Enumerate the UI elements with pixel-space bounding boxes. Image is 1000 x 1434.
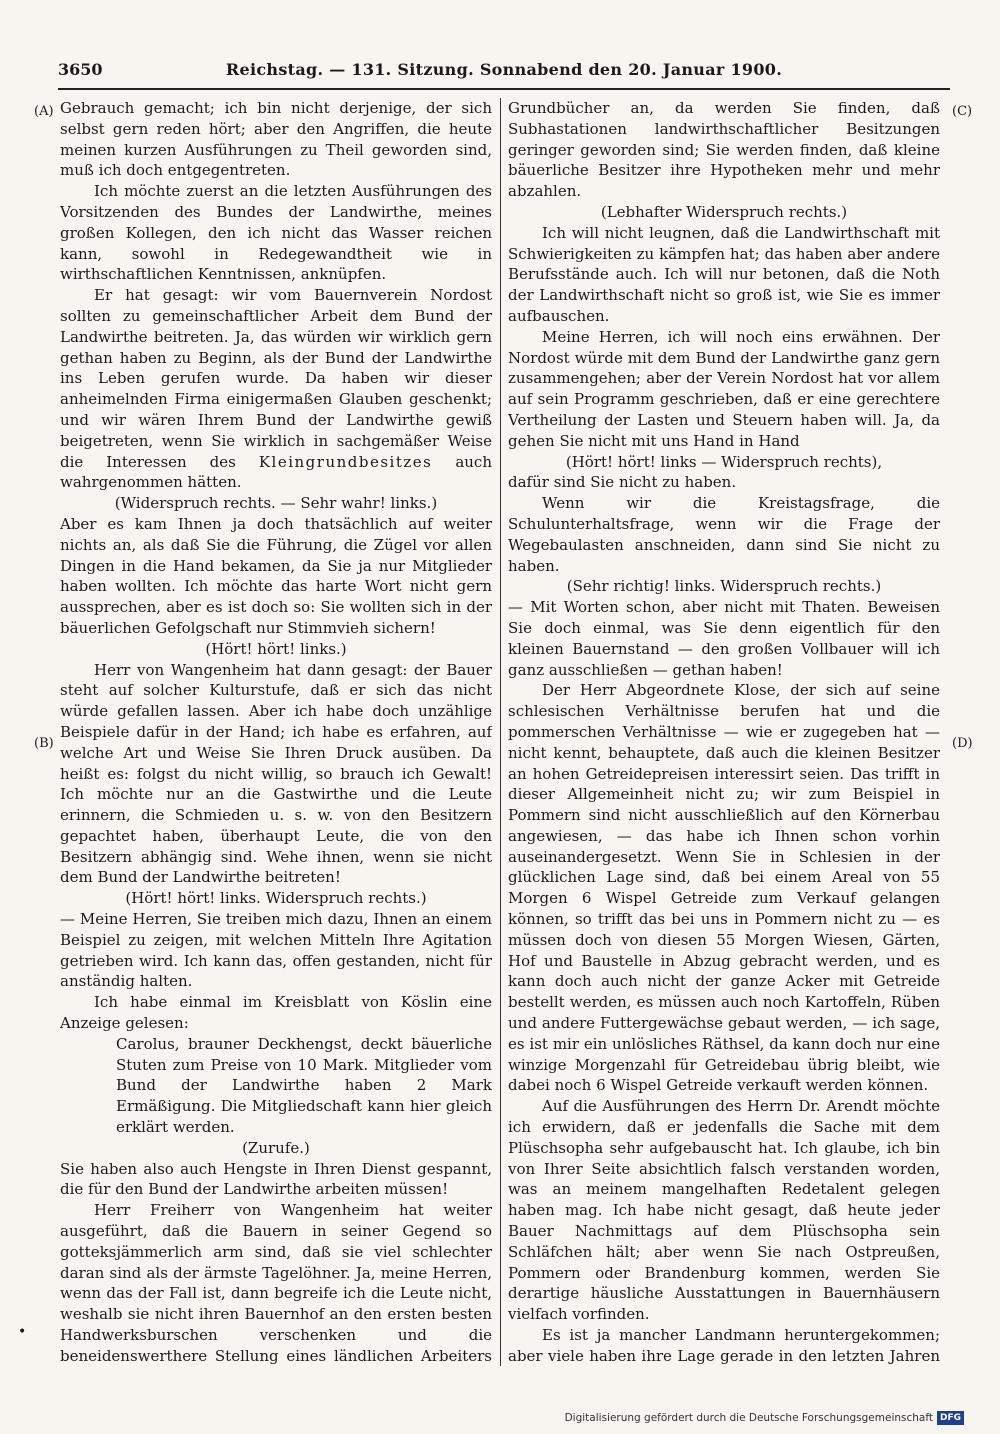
paragraph <box>60 285 492 493</box>
paragraph: Ich will nicht leugnen, daß die Landwirthschaft mit Schwierigkeiten zu kämpfen hat; das haben aber andere Berufsstände auch. Ich will nur betonen, daß die Noth der Landwirthschaft nicht so groß ist, wie Sie es immer aufbauschen. <box>508 223 940 325</box>
interjection: (Sehr richtig! links. Widerspruch rechts.) <box>566 577 882 596</box>
column-divider <box>500 98 501 1366</box>
text-run: Er hat gesagt: wir vom Bauernverein Nordost sollten zu gemeinschaftlicher Arbeit dem Bund der Landwirthe beitreten. Ja, das würden wir wirklich gern gethan haben zu Beginn, als der Bund der Landwirthe ins Leben gerufen wurde. Da haben wir dieser anheimelnden Firma einigermaßen Glauben geschenkt; und wir wären Ihrem Bund der Landwirthe gewiß beigetreten, wenn Sie wirklich in sachgemäßer Weise die Interessen des <box>60 286 492 471</box>
paragraph: Herr Freiherr von Wangenheim hat weiter ausgeführt, daß die Bauern in seiner Gegend so gotteksjämmerlich arm sind, daß sie viel schlechter daran sind als der ärmste Tagelöhner. Ja, meine Herren, wenn das der Fall ist, dann begreife ich die Leute nicht, weshalb sie nicht ihren Bauernhof an den ersten besten Handwerksburschen verschenken und die beneidenswerthere Stellung eines ländlichen Arbeiters <box>60 1201 492 1365</box>
paragraph: Grundbücher an, da werden Sie finden, daß Subhastationen landwirthschaftlicher Besitzungen geringer geworden sind; Sie werden finden, daß kleine bäuerliche Besitzer ihre Hypotheken mehr und mehr abzahlen. <box>508 99 940 201</box>
page-number: 3650 <box>58 60 103 79</box>
text-run: auch wahrgenommen hätten. <box>60 452 492 492</box>
interjection: (Hört! hört! links.) <box>205 639 347 658</box>
interjection: (Hört! hört! links — Widerspruch rechts), <box>565 452 883 471</box>
interjection: (Widerspruch rechts. — Sehr wahr! links.) <box>114 494 438 513</box>
paragraph: Ich habe einmal im Kreisblatt von Köslin eine Anzeige gelesen: <box>60 993 492 1033</box>
paragraph: Sie haben also auch Hengste in Ihren Dienst gespannt, die für den Bund der Landwirthe arbeiten müssen! <box>60 1159 492 1199</box>
interjection: (Hört! hört! links. Widerspruch rechts.) <box>125 889 427 908</box>
margin-mark: • <box>18 1324 27 1340</box>
quoted-advertisement: Carolus, brauner Deckhengst, deckt bäuerliche Stuten zum Preise von 10 Mark. Mitglieder vom Bund der Landwirthe haben 2 Mark Ermäßigung. Die Mitgliedschaft kann hier gleich erklärt werden. <box>116 1034 492 1137</box>
page-title: Reichstag. — 131. Sitzung. Sonnabend den 20. Januar 1900. <box>225 60 783 79</box>
left-column <box>60 98 492 1366</box>
header-rule <box>58 88 950 90</box>
paragraph: Es ist ja mancher Landmann heruntergekommen; aber viele haben ihre Lage gerade in den letzten Jahren <box>508 1326 940 1365</box>
paragraph: Der Herr Abgeordnete Klose, der sich auf seine schlesischen Verhältnisse berufen hat und die pommerschen Verhältnisse — wie er zugegeben hat — nicht kennt, behauptete, daß auch die kleinen Besitzer an hohen Getreidepreisen interessirt seien. Das trifft in dieser Allgemeinheit nicht zu; wir zum Beispiel in Pommern sind nicht ausschließlich auf den Körnerbau angewiesen, — das habe ich Ihnen schon vorhin auseinandergesetzt. Wenn Sie in Schlesien in der glücklichen Lage sind, daß bei einem Areal von 55 Morgen 6 Wispel Getreide zum Verkauf gelangen können, so trifft das bei uns in Pommern nicht zu — es müssen doch von diesen 55 Morgen Wiesen, Gärten, Hof und Baustelle in Abzug gebracht werden, und es kann doch auch nicht der ganze Acker mit Getreide bestellt werden, es müssen auch noch Kartoffeln, Rüben und andere Futtergewächse gebaut werden, — ich sage, es ist mir ein unlösliches Räthsel, da kann doch nur eine winzige Morgenzahl für Getreidebau übrig bleibt, wie dabei noch 6 Wispel Getreide verkauft werden können. <box>508 681 940 1095</box>
right-column <box>508 98 940 1366</box>
paragraph: dafür sind Sie nicht zu haben. <box>508 473 737 492</box>
paragraph: Ich möchte zuerst an die letzten Ausführungen des Vorsitzenden des Bundes der Landwirthe, meines großen Kollegen, den ich nicht das Wasser reichen kann, sowohl in Redegewandtheit wie in wirthschaftlichen Kenntnissen, anknüpfen. <box>60 182 492 284</box>
paragraph: Meine Herren, ich will noch eins erwähnen. Der Nordost würde mit dem Bund der Landwirthe ganz gern zusammengehen; aber der Verein Nordost hat vor allem auf sein Programm geschrieben, daß er eine gerechtere Vertheilung der Lasten und Steuern haben will. Ja, da gehen Sie nicht mit uns Hand in Hand <box>508 327 940 450</box>
section-marker-c: (C) <box>952 104 973 119</box>
dfg-logo-icon: DFG <box>937 1411 964 1425</box>
paragraph: — Meine Herren, Sie treiben mich dazu, Ihnen an einem Beispiel zu zeigen, mit welchen Mitteln Ihre Agitation getrieben wird. Ich kann das, offen gestanden, nicht für anständig halten. <box>60 910 492 991</box>
section-marker-a: (A) <box>34 104 54 119</box>
paragraph: — Mit Worten schon, aber nicht mit Thaten. Beweisen Sie doch einmal, was Sie denn eigentlich für den kleinen Bauernstand — den großen Vollbauer will ich ganz ausschließen — gethan haben! <box>508 598 940 679</box>
paragraph: Aber es kam Ihnen ja doch thatsächlich auf weiter nichts an, als daß Sie die Führung, die Zügel vor allen Dingen in die Hand bekamen, da Sie ja nur Mitglieder haben wollten. Ich möchte das harte Wort nicht gern aussprechen, aber es ist doch so: Sie wollten sich in der bäuerlichen Gefolgschaft nur Stimmvieh sichern! <box>60 514 492 637</box>
section-marker-b: (B) <box>34 736 54 751</box>
interjection: (Lebhafter Widerspruch rechts.) <box>600 202 848 221</box>
paragraph: Wenn wir die Kreistagsfrage, die Schulunterhaltsfrage, wenn wir die Frage der Wegebaulasten anschneiden, dann sind Sie nicht zu haben. <box>508 494 940 575</box>
paragraph: Herr von Wangenheim hat dann gesagt: der Bauer steht auf solcher Kulturstufe, daß er sich das nicht würde gefallen lassen. Aber ich habe doch unzählige Beispiele dafür in der Hand; ich habe es erfahren, auf welche Art und Weise Sie Ihren Druck ausüben. Da heißt es: folgst du nicht willig, so brauch ich Gewalt! Ich möchte nur an die Gastwirthe und die Leute erinnern, die Schmieden u. s. w. von den Besitzern gepachtet haben, überhaupt Leute, die von den Besitzern abhängig sind. Wehe ihnen, wenn sie nicht dem Bund der Landwirthe beitreten! <box>60 660 492 887</box>
interjection: (Zurufe.) <box>242 1138 310 1157</box>
spaced-text: Kleingrundbesitzes <box>258 452 433 471</box>
paragraph: Gebrauch gemacht; ich bin nicht derjenige, der sich selbst gern reden hört; aber den Angriffen, die heute meinen kurzen Ausführungen zu Theil geworden sind, muß ich doch entgegentreten. <box>60 99 492 180</box>
paragraph: Auf die Ausführungen des Herrn Dr. Arendt möchte ich erwidern, daß er jedenfalls die Sache mit dem Plüschsopha sehr aufgebauscht hat. Ich glaube, ich bin von Ihrer Seite absichtlich falsch verstanden worden, was an meinem mangelhaften Redetalent gelegen haben mag. Ich habe nicht gesagt, daß heute jeder Bauer Nachmittags auf dem Plüschsopha sein Schläfchen hält; aber wenn Sie nach Ostpreußen, Pommern oder Brandenburg kommen, werden Sie derartige häusliche Ausstattungen in Bauernhäusern vielfach vorfinden. <box>508 1097 940 1324</box>
page-header <box>58 58 950 82</box>
footer <box>565 1410 964 1426</box>
footer-text: Digitalisierung gefördert durch die Deutsche Forschungsgemeinschaft <box>564 1412 933 1424</box>
section-marker-d: (D) <box>952 736 973 751</box>
